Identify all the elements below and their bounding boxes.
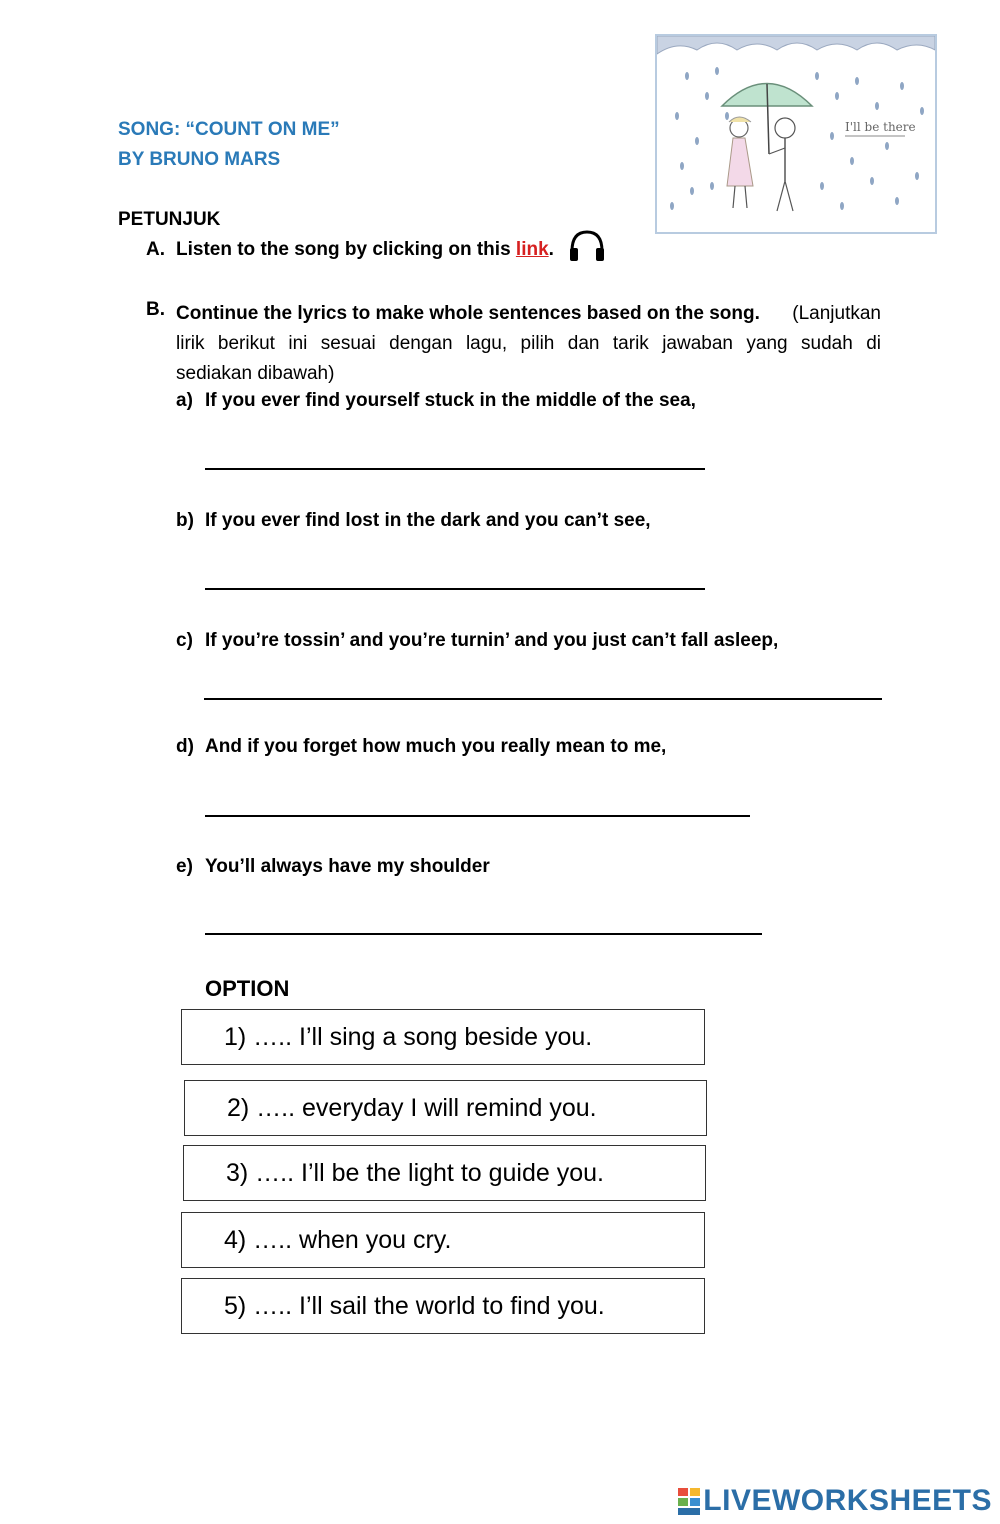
illustration-caption: I'll be there bbox=[845, 120, 916, 134]
option-box[interactable] bbox=[183, 1145, 706, 1201]
question-b-marker: b) bbox=[176, 510, 194, 531]
answer-line-a[interactable] bbox=[205, 468, 705, 470]
instruction-a-marker: A. bbox=[146, 239, 165, 260]
question-a-marker: a) bbox=[176, 390, 193, 411]
instruction-b-normal: (Lanjutkan bbox=[792, 303, 881, 324]
question-e-text: You’ll always have my shoulder bbox=[205, 856, 490, 877]
question-d-text: And if you forget how much you really mean to me, bbox=[205, 736, 667, 757]
instruction-a-period: . bbox=[548, 239, 554, 260]
answer-line-c[interactable] bbox=[204, 698, 882, 700]
option-box[interactable] bbox=[184, 1080, 707, 1136]
instruction-b bbox=[176, 299, 881, 389]
instruction-a bbox=[176, 239, 554, 261]
artist-name: BY BRUNO MARS bbox=[118, 149, 281, 170]
question-e-marker: e) bbox=[176, 856, 193, 877]
option-box[interactable] bbox=[181, 1009, 705, 1065]
option-text: 5) ….. I’ll sail the world to find you. bbox=[224, 1291, 605, 1320]
instruction-b-marker: B. bbox=[146, 299, 165, 320]
song-title: SONG: “COUNT ON ME” bbox=[118, 119, 340, 140]
instruction-b-line2: lirik berikut ini sesuai dengan lagu, pilih dan tarik jawaban yang sudah di bbox=[176, 333, 881, 354]
option-text: 1) ….. I’ll sing a song beside you. bbox=[224, 1022, 593, 1051]
option-text: 3) ….. I’ll be the light to guide you. bbox=[226, 1158, 604, 1187]
headphones-icon[interactable] bbox=[567, 229, 607, 268]
question-a-text: If you ever find yourself stuck in the middle of the sea, bbox=[205, 390, 696, 411]
answer-line-d[interactable] bbox=[205, 815, 750, 817]
illustration-drawing bbox=[657, 36, 935, 232]
instruction-a-text: Listen to the song by clicking on this bbox=[176, 239, 516, 260]
liveworksheets-logo[interactable] bbox=[677, 1484, 992, 1518]
question-c-marker: c) bbox=[176, 630, 193, 651]
question-d-marker: d) bbox=[176, 736, 194, 757]
answer-line-e[interactable] bbox=[205, 933, 762, 935]
liveworksheets-logo-icon bbox=[677, 1486, 703, 1516]
liveworksheets-brand: LIVEWORKSHEETS bbox=[703, 1484, 992, 1517]
question-b-text: If you ever find lost in the dark and you can’t see, bbox=[205, 510, 651, 531]
song-link[interactable]: link bbox=[515, 239, 549, 260]
option-text: 4) ….. when you cry. bbox=[224, 1225, 452, 1254]
answer-line-b[interactable] bbox=[205, 588, 705, 590]
option-box[interactable] bbox=[181, 1212, 705, 1268]
option-box[interactable] bbox=[181, 1278, 705, 1334]
rain-umbrella-illustration bbox=[655, 34, 937, 234]
instruction-b-bold: Continue the lyrics to make whole sentences based on the song. bbox=[176, 303, 760, 324]
instruction-b-line3: sediakan dibawah) bbox=[176, 363, 335, 384]
options-heading: OPTION bbox=[205, 976, 290, 1001]
question-c-text: If you’re tossin’ and you’re turnin’ and you just can’t fall asleep, bbox=[205, 630, 779, 651]
instructions-heading: PETUNJUK bbox=[118, 209, 221, 230]
option-text: 2) ….. everyday I will remind you. bbox=[227, 1093, 597, 1122]
